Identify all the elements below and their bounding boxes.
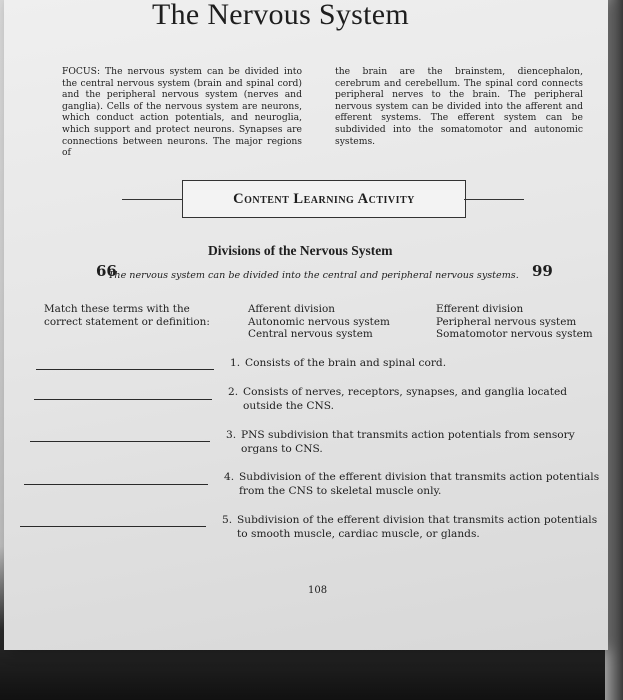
page-title: The Nervous System <box>152 0 410 31</box>
term-item: Efferent division <box>436 303 524 315</box>
term-item: Central nervous system <box>248 328 373 340</box>
question-number: 3. <box>226 429 237 441</box>
section-title: Divisions of the Nervous System <box>208 243 393 258</box>
question-number: 1. <box>230 357 241 369</box>
question-number: 5. <box>222 514 233 526</box>
section-quote: The nervous system can be divided into the central and peripheral nervous systems. <box>108 270 519 281</box>
question-number: 2. <box>228 386 239 398</box>
question-item <box>226 429 598 456</box>
term-item: Peripheral nervous system <box>436 315 577 328</box>
term-item: Autonomic nervous system <box>248 315 390 328</box>
open-quote-mark: 66 <box>96 262 117 280</box>
heading-rule-left <box>122 199 182 200</box>
focus-text-left: FOCUS: The nervous system can be divided into the central nervous system (brain and spinal cord) and the peripheral nervous system (nerves and ganglia). Cells of the nervous system are neurons, which conduct action potentials, and neuroglia, which support and protect neurons. Synapses are connections between neurons. The major regions of <box>62 66 302 159</box>
answer-line[interactable] <box>30 441 210 442</box>
question-text: PNS subdivision that transmits action potentials from sensory organs to CNS. <box>241 429 575 455</box>
term-item: Afferent division <box>248 303 335 315</box>
match-instruction: Match these terms with the correct statement or definition: <box>44 303 210 328</box>
worksheet-page <box>4 0 608 650</box>
question-item <box>230 357 590 371</box>
terms-list-right <box>436 303 593 341</box>
question-item <box>222 514 602 541</box>
question-text: Subdivision of the efferent division that transmits action potentials from the CNS to skeletal muscle only. <box>239 471 600 497</box>
question-item <box>224 471 600 498</box>
content-learning-activity-label: Content Learning Activity <box>233 190 415 207</box>
answer-line[interactable] <box>24 484 208 485</box>
answer-line[interactable] <box>20 526 206 527</box>
terms-list-left <box>248 303 390 341</box>
content-learning-activity-box <box>182 180 466 218</box>
page-number: 108 <box>308 585 328 596</box>
close-quote-mark: 99 <box>532 262 553 280</box>
question-text: Consists of nerves, receptors, synapses, and ganglia located outside the CNS. <box>243 386 568 412</box>
answer-line[interactable] <box>34 399 212 400</box>
question-text: Consists of the brain and spinal cord. <box>245 357 447 369</box>
term-item: Somatomotor nervous system <box>436 328 593 340</box>
focus-text-right: the brain are the brainstem, diencephalon, cerebrum and cerebellum. The spinal cord connects peripheral nerves to the brain. The peripheral nervous system can be divided into the afferent and efferent systems. The efferent system can be subdivided into the somatomotor and autonomic systems. <box>335 66 583 147</box>
question-item <box>228 386 596 413</box>
answer-line[interactable] <box>36 369 214 370</box>
question-text: Subdivision of the efferent division that transmits action potentials to smooth muscle, cardiac muscle, or glands. <box>237 514 598 540</box>
question-number: 4. <box>224 471 235 483</box>
heading-rule-right <box>464 199 524 200</box>
